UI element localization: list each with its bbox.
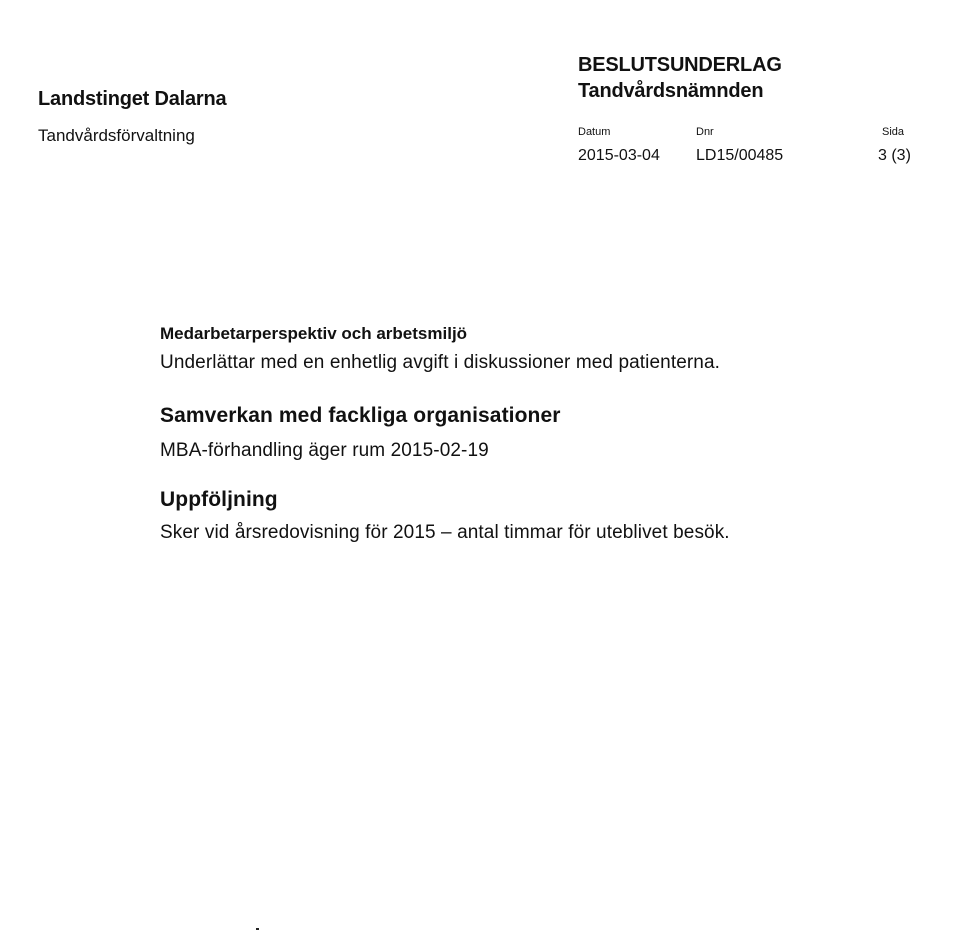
date-value: 2015-03-04 [578, 147, 660, 164]
dnr-value: LD15/00485 [696, 147, 784, 164]
organization-name: Landstinget Dalarna [38, 88, 227, 110]
section-heading-union-cooperation: Samverkan med fackliga organisationer [160, 404, 561, 427]
page-label: Sida [882, 126, 905, 138]
section-heading-follow-up: Uppföljning [160, 488, 278, 511]
page-value: 3 (3) [878, 147, 911, 164]
section-heading-work-environment: Medarbetarperspektiv och arbetsmiljö [160, 324, 468, 343]
document-type: BESLUTSUNDERLAG [578, 54, 782, 76]
section-text-follow-up: Sker vid årsredovisning för 2015 – antal timmar för uteblivet besök. [160, 522, 730, 543]
section-text-union-cooperation: MBA-förhandling äger rum 2015-02-19 [160, 440, 489, 461]
dnr-label: Dnr [696, 126, 714, 138]
department-name: Tandvårdsförvaltning [38, 126, 195, 145]
section-text-work-environment: Underlättar med en enhetlig avgift i diskussioner med patienterna. [160, 352, 721, 373]
board-name: Tandvårdsnämnden [578, 80, 764, 102]
date-label: Datum [578, 126, 611, 138]
